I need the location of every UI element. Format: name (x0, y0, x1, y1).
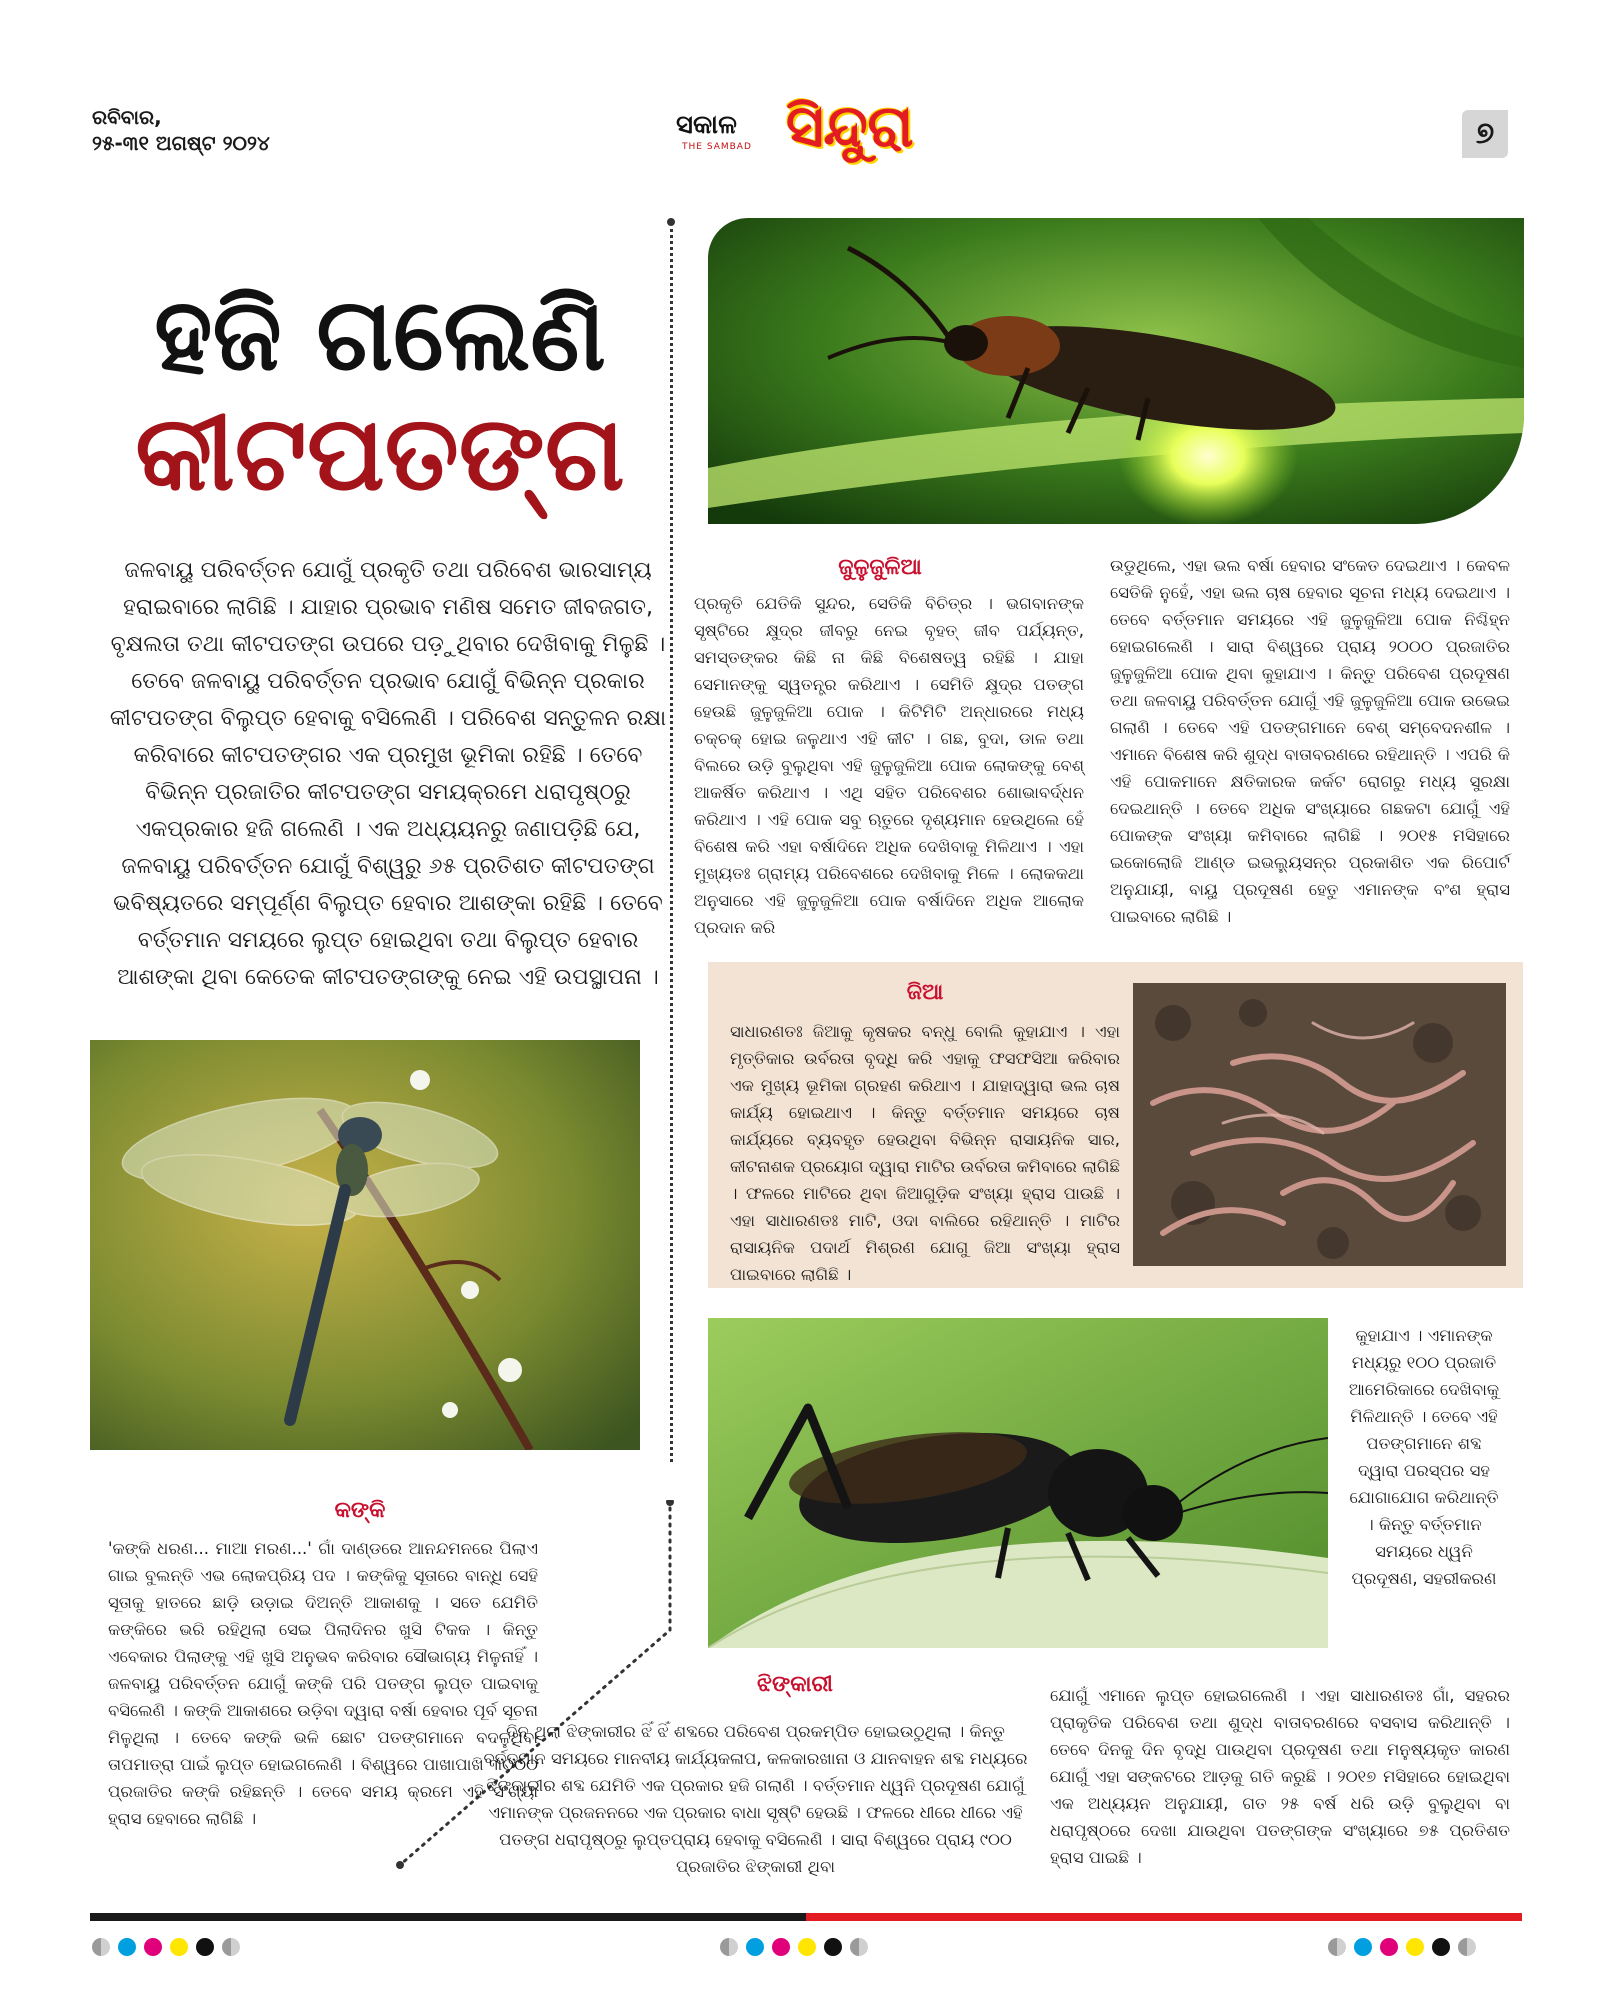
column-divider (670, 222, 673, 1462)
reg-mark-grey (1328, 1938, 1346, 1956)
reg-mark-yellow (170, 1938, 188, 1956)
reg-mark-black (196, 1938, 214, 1956)
reg-mark-yellow (798, 1938, 816, 1956)
headline-line2: କୀଟପତଙ୍ଗ (135, 392, 625, 514)
reg-mark-grey (92, 1938, 110, 1956)
reg-mark-grey (850, 1938, 868, 1956)
firefly-title: ଜୁଳୁଜୁଳିଆ (838, 555, 922, 580)
brand-logo: ସକାଳ (676, 110, 737, 140)
registration-marks-center (720, 1938, 868, 1956)
cricket-photo (708, 1318, 1328, 1648)
issue-day: ରବିବାର, (92, 105, 162, 129)
earthworm-text: ସାଧାରଣତଃ ଜିଆକୁ କୃଷକର ବନ୍ଧୁ ବୋଲି କୁହାଯାଏ । ଏହା ମୃତ୍ତିକାର ଉର୍ବରତା ବୃଦ୍ଧି କରି ଏହାକୁ ଫସଫସିଆ କରିବାର ଏକ ମୁଖ୍ୟ ଭୂମିକା ଗ୍ରହଣ କରିଥାଏ । ଯାହାଦ୍ୱାରା ଭଲ ଚାଷ କାର୍ଯ୍ୟ ହୋଇଥାଏ । କିନ୍ତୁ ବର୍ତ୍ତମାନ ସମୟରେ ଚାଷ କାର୍ଯ୍ୟରେ ବ୍ୟବହୃତ ହେଉଥିବା ବିଭିନ୍ନ ରାସାୟନିକ ସାର, କୀଟନାଶକ ପ୍ରୟୋଗ ଦ୍ୱାରା ମାଟିର ଉର୍ବରତା କମିବାରେ ଲାଗିଛି । ଫଳରେ ମାଟିରେ ଥିବା ଜିଆଗୁଡ଼ିକ ସଂଖ୍ୟା ହ୍ରାସ ପାଉଛି । ଏହା ସାଧାରଣତଃ ମାଟି, ଓଦା ବାଲିରେ ରହିଥାନ୍ତି । ମାଟିର ରାସାୟନିକ ପଦାର୍ଥ ମିଶ୍ରଣ ଯୋଗୁ ଜିଆ ସଂଖ୍ୟା ହ୍ରାସ ପାଇବାରେ ଲାଗିଛି । (730, 1022, 1120, 1284)
firefly-text-col2: ଉଡୁଥିଲେ, ଏହା ଭଲ ବର୍ଷା ହେବାର ସଂକେତ ଦେଇଥାଏ । କେବଳ ସେତିକି ନୁହେଁ, ଏହା ଭଲ ଚାଷ ହେବାର ସୂଚନା ମଧ୍ୟ ଦେଇଥାଏ । ତେବେ ବର୍ତ୍ତମାନ ସମୟରେ ଏହି ଜୁଳୁଜୁଳିଆ ପୋକ ନିଶ୍ଚିହ୍ନ ହୋଇଗଲେଣି । ସାରା ବିଶ୍ୱରେ ପ୍ରାୟ ୨୦୦୦ ପ୍ରଜାତିର ଜୁଳୁଜୁଳିଆ ପୋକ ଥିବା କୁହାଯାଏ । କିନ୍ତୁ ପରିବେଶ ପ୍ରଦୂଷଣ ତଥା ଜଳବାୟୁ ପରିବର୍ତ୍ତନ ଯୋଗୁଁ ଏହି ଜୁଳୁଜୁଳିଆ ପୋକ ଉଭେଇ ଗଲାଣି । ତେବେ ଏହି ପତଙ୍ଗମାନେ ବେଶ୍ ସମ୍ବେଦନଶୀଳ । ଏମାନେ ବିଶେଷ କରି ଶୁଦ୍ଧ ବାତାବରଣରେ ରହିଥାନ୍ତି । ଏପରି କି ଏହି ପୋକମାନେ କ୍ଷତିକାରକ କର୍କଟ ରୋଗରୁ ମଧ୍ୟ ସୁରକ୍ଷା ଦେଇଥାନ୍ତି । ତେବେ ଅଧିକ ସଂଖ୍ୟାରେ ଗଛକଟା ଯୋଗୁଁ ଏହି ପୋକଙ୍କ ସଂଖ୍ୟା କମିବାରେ ଲାଗିଛି । ୨୦୧୫ ମସିହାରେ ଇକୋଲୋଜି ଆଣ୍ଡ ଇଭଲ୍ୟୁସନ୍‌ର ପ୍ରକାଶିତ ଏକ ରିପୋର୍ଟ ଅନୁଯାୟୀ, ବାୟୁ ପ୍ରଦୂଷଣ ହେତୁ ଏମାନଙ୍କ ବଂଶ ହ୍ରାସ ପାଇବାରେ ଲାଗିଛି । (1110, 556, 1510, 926)
issue-date (92, 104, 270, 156)
earthworm-title: ଜିଆ (906, 980, 944, 1005)
jhinkari-bottom-text: ଯୋଗୁଁ ଏମାନେ ଲୁପ୍ତ ହୋଇଗଲେଣି । ଏହା ସାଧାରଣତଃ ଗାଁ, ସହରର ପ୍ରାକୃତିକ ପରିବେଶ ତଥା ଶୁଦ୍ଧ ବାତାବରଣରେ ବସବାସ କରିଥାନ୍ତି । ତେବେ ଦିନକୁ ଦିନ ବୃଦ୍ଧି ପାଉଥିବା ପ୍ରଦୂଷଣ ତଥା ମନୁଷ୍ୟକୃତ କାରଣ ଯୋଗୁଁ ଏହା ସଙ୍କଟରେ ଆଡ଼କୁ ଗତି କରୁଛି । ୨୦୧୭ ମସିହାରେ ହୋଇଥିବା ଏକ ଅଧ୍ୟୟନ ଅନୁଯାୟୀ, ଗତ ୨୫ ବର୍ଷ ଧରି ଉଡ଼ି ବୁଲୁଥିବା ବା ଧରାପୃଷ୍ଠରେ ଦେଖା ଯାଉଥିବା ପତଙ୍ଗଙ୍କ ସଂଖ୍ୟାରେ ୭୫ ପ୍ରତିଶତ ହ୍ରାସ ପାଇଛି । (1050, 1686, 1510, 1867)
reg-mark-magenta (772, 1938, 790, 1956)
issue-date-range: ୨୫-୩୧ ଅଗଷ୍ଟ ୨୦୨୪ (92, 131, 270, 155)
headline-line1: ହଜି ଗଲେଣି (154, 276, 606, 393)
dragonfly-photo (90, 1040, 640, 1450)
registration-marks-right (1328, 1938, 1476, 1956)
jhinkari-side-text: କୁହାଯାଏ । ଏମାନଙ୍କ ମଧ୍ୟରୁ ୧୦୦ ପ୍ରଜାତି ଆମେରିକାରେ ଦେଖିବାକୁ ମିଳିଥାନ୍ତି । ତେବେ ଏହି ପତଙ୍ଗମାନେ ଶବ୍ଦ ଦ୍ୱାରା ପରସ୍ପର ସହ ଯୋଗାଯୋଗ କରିଥାନ୍ତି । କିନ୍ତୁ ବର୍ତ୍ତମାନ ସମୟରେ ଧ୍ୱନି ପ୍ରଦୂଷଣ, ସହରୀକରଣ (1348, 1326, 1500, 1588)
reg-mark-yellow (1406, 1938, 1424, 1956)
reg-mark-cyan (118, 1938, 136, 1956)
reg-mark-grey (720, 1938, 738, 1956)
firefly-text-col1: ପ୍ରକୃତି ଯେତିକି ସୁନ୍ଦର, ସେତିକି ବିଚିତ୍ର । ଭଗବାନଙ୍କ ସୃଷ୍ଟିରେ କ୍ଷୁଦ୍ର ଜୀବରୁ ନେଇ ବୃହତ୍ ଜୀବ ପର୍ଯ୍ୟନ୍ତ, ସମସ୍ତଙ୍କର କିଛି ନା କିଛି ବିଶେଷତ୍ୱ ରହିଛି । ଯାହା ସେମାନଙ୍କୁ ସ୍ୱତନ୍ତ୍ର କରିଥାଏ । ସେମିତି କ୍ଷୁଦ୍ର ପତଙ୍ଗ ହେଉଛି ଜୁଳୁଜୁଳିଆ ପୋକ । କିଟିମିଟି ଅନ୍ଧାରରେ ମଧ୍ୟ ଚକ୍‌ଚକ୍ ହୋଇ ଜଳୁଥାଏ ଏହି କୀଟ । ଗଛ, ବୁଦା, ଡାଳ ତଥା ବିଲରେ ଉଡ଼ି ବୁଲୁଥିବା ଏହି ଜୁଳୁଜୁଳିଆ ପୋକ ଲୋକଙ୍କୁ ବେଶ୍ ଆକର୍ଷିତ କରିଥାଏ । ଏଥି ସହିତ ପରିବେଶର ଶୋଭାବର୍ଦ୍ଧନ କରିଥାଏ । ଏହି ପୋକ ସବୁ ଋତୁରେ ଦୃଶ୍ୟମାନ ହେଉଥିଲେ ହେଁ ବିଶେଷ କରି ଏହା ବର୍ଷାଦିନେ ଅଧିକ ଦେଖିବାକୁ ମିଳିଥାଏ । ଏହା ମୁଖ୍ୟତଃ ଗ୍ରାମ୍ୟ ପରିବେଶରେ ଦେଖିବାକୁ ମିଳେ । ଲୋକକଥା ଅନୁସାରେ ଏହି ଜୁଳୁଜୁଳିଆ ପୋକ ବର୍ଷାଦିନେ ଅଧିକ ଆଲୋକ ପ୍ରଦାନ କରି (694, 594, 1084, 937)
brand-logo-sub: THE SAMBAD (682, 142, 752, 152)
divider-dot-top (667, 218, 675, 226)
footer-bar-black (90, 1913, 806, 1921)
footer-bar-red (806, 1913, 1522, 1921)
masthead (676, 92, 986, 188)
jhinkari-title: ଝିଙ୍କାରୀ (757, 1672, 833, 1697)
reg-mark-grey (222, 1938, 240, 1956)
reg-mark-black (1432, 1938, 1450, 1956)
supplement-title: ସିନ୍ଦୁରା (786, 92, 914, 160)
intro-paragraph: ଜଳବାୟୁ ପରିବର୍ତ୍ତନ ଯୋଗୁଁ ପ୍ରକୃତି ତଥା ପରିବେଶ ଭାରସାମ୍ୟ ହରାଇବାରେ ଲାଗିଛି । ଯାହାର ପ୍ରଭାବ ମଣିଷ ସମେତ ଜୀବଜଗତ, ବୃକ୍ଷଲତା ତଥା କୀଟପତଙ୍ଗ ଉପରେ ପଡ଼ୁଥିବାର ଦେଖିବାକୁ ମିଳୁଛି । ତେବେ ଜଳବାୟୁ ପରିବର୍ତ୍ତନ ପ୍ରଭାବ ଯୋଗୁଁ ବିଭିନ୍ନ ପ୍ରକାର କୀଟପତଙ୍ଗ ବିଲୁପ୍ତ ହେବାକୁ ବସିଲେଣି । ପରିବେଶ ସନ୍ତୁଳନ ରକ୍ଷା କରିବାରେ କୀଟପତଙ୍ଗର ଏକ ପ୍ରମୁଖ ଭୂମିକା ରହିଛି । ତେବେ ବିଭିନ୍ନ ପ୍ରଜାତିର କୀଟପତଙ୍ଗ ସମୟକ୍ରମେ ଧରାପୃଷ୍ଠରୁ ଏକପ୍ରକାର ହଜି ଗଲେଣି । ଏକ ଅଧ୍ୟୟନରୁ ଜଣାପଡ଼ିଛି ଯେ, ଜଳବାୟୁ ପରିବର୍ତ୍ତନ ଯୋଗୁଁ ବିଶ୍ୱରୁ ୬୫ ପ୍ରତିଶତ କୀଟପତଙ୍ଗ ଭବିଷ୍ୟତରେ ସମ୍ପୂର୍ଣ୍ଣ ବିଲୁପ୍ତ ହେବାର ଆଶଙ୍କା ରହିଛି । ତେବେ ବର୍ତ୍ତମାନ ସମୟରେ ଲୁପ୍ତ ହୋଇଥିବା ତଥା ବିଲୁପ୍ତ ହେବାର ଆଶଙ୍କା ଥିବା କେତେକ କୀଟପତଙ୍ଗଙ୍କୁ ନେଇ ଏହି ଉପସ୍ଥାପନା । (109, 558, 667, 990)
reg-mark-grey (1458, 1938, 1476, 1956)
page-number: ୭ (1462, 110, 1508, 158)
registration-marks-left (92, 1938, 240, 1956)
firefly-photo (708, 218, 1524, 524)
reg-mark-cyan (1354, 1938, 1372, 1956)
reg-mark-magenta (144, 1938, 162, 1956)
jhinkari-text: ଦିନ ଥିଲା ଝିଙ୍କାରୀର ଝିଁ ଝିଁ ଶବ୍ଦରେ ପରିବେଶ ପ୍ରକମ୍ପିତ ହୋଇଉଠୁଥିଲା । କିନ୍ତୁ ବର୍ତ୍ତମାନ ସମୟରେ ମାନବୀୟ କାର୍ଯ୍ୟକଳାପ, କଳକାରଖାନା ଓ ଯାନବାହନ ଶବ୍ଦ ମଧ୍ୟରେ ଝିଙ୍କାରୀର ଶବ୍ଦ ଯେମିତି ଏକ ପ୍ରକାର ହଜି ଗଲାଣି । ବର୍ତ୍ତମାନ ଧ୍ୱନି ପ୍ରଦୂଷଣ ଯୋଗୁଁ ଏମାନଙ୍କ ପ୍ରଜନନରେ ଏକ ପ୍ରକାର ବାଧା ସୃଷ୍ଟି ହେଉଛି । ଫଳରେ ଧୀରେ ଧୀରେ ଏହି ପତଙ୍ଗ ଧରାପୃଷ୍ଠରୁ ଲୁପ୍ତପ୍ରାୟ ହେବାକୁ ବସିଲେଣି । ସାରା ବିଶ୍ୱରେ ପ୍ରାୟ ୯୦୦ ପ୍ରଜାତିର ଝିଙ୍କାରୀ ଥିବା (483, 1722, 1028, 1876)
reg-mark-black (824, 1938, 842, 1956)
kanki-text: 'କଙ୍କି ଧରଣ... ମାଆ ମରଣ...' ଗାଁ ଦାଣ୍ଡରେ ଆନନ୍ଦମନରେ ପିଲାଏ ଗାଇ ବୁଲନ୍ତି ଏଭ ଲୋକପ୍ରିୟ ପଦ । କଙ୍କିକୁ ସୂତାରେ ବାନ୍ଧି ସେହି ସୂତାକୁ ହାତରେ ଛାଡ଼ି ଉଡ଼ାଇ ଦିଅନ୍ତି ଆକାଶକୁ । ସତେ ଯେମିତି କଙ୍କିରେ ଭରି ରହିଥିଲା ସେଇ ପିଲାଦିନର ଖୁସି ଟିକକ । କିନ୍ତୁ ଏବେକାର ପିଲାଙ୍କୁ ଏହି ଖୁସି ଅନୁଭବ କରିବାର ସୌଭାଗ୍ୟ ମିଳୁନାହିଁ । ଜଳବାୟୁ ପରିବର୍ତ୍ତନ ଯୋଗୁଁ କଙ୍କି ପରି ପତଙ୍ଗ ଲୁପ୍ତ ପାଇବାକୁ ବସିଲେଣି । କଙ୍କି ଆକାଶରେ ଉଡ଼ିବା ଦ୍ୱାରା ବର୍ଷା ହେବାର ପୂର୍ବ ସୂଚନା ମିଳୁଥିଲା । ତେବେ କଙ୍କି ଭଳି ଛୋଟ ପତଙ୍ଗମାନେ ବଦଳୁଥିବା ତାପମାତ୍ରା ପାଇଁ ଲୁପ୍ତ ହୋଇଗଲେଣି । ବିଶ୍ୱରେ ପାଖାପାଖି ୩୦୦୦ ପ୍ରଜାତିର କଙ୍କି ରହିଛନ୍ତି । ତେବେ ସମୟ କ୍ରମେ ଏହି ସଂଖ୍ୟା ହ୍ରାସ ହେବାରେ ଲାଗିଛି । (108, 1539, 538, 1828)
kanki-title: କଙ୍କି (334, 1498, 386, 1523)
reg-mark-cyan (746, 1938, 764, 1956)
reg-mark-magenta (1380, 1938, 1398, 1956)
earthworm-photo (1133, 983, 1506, 1266)
